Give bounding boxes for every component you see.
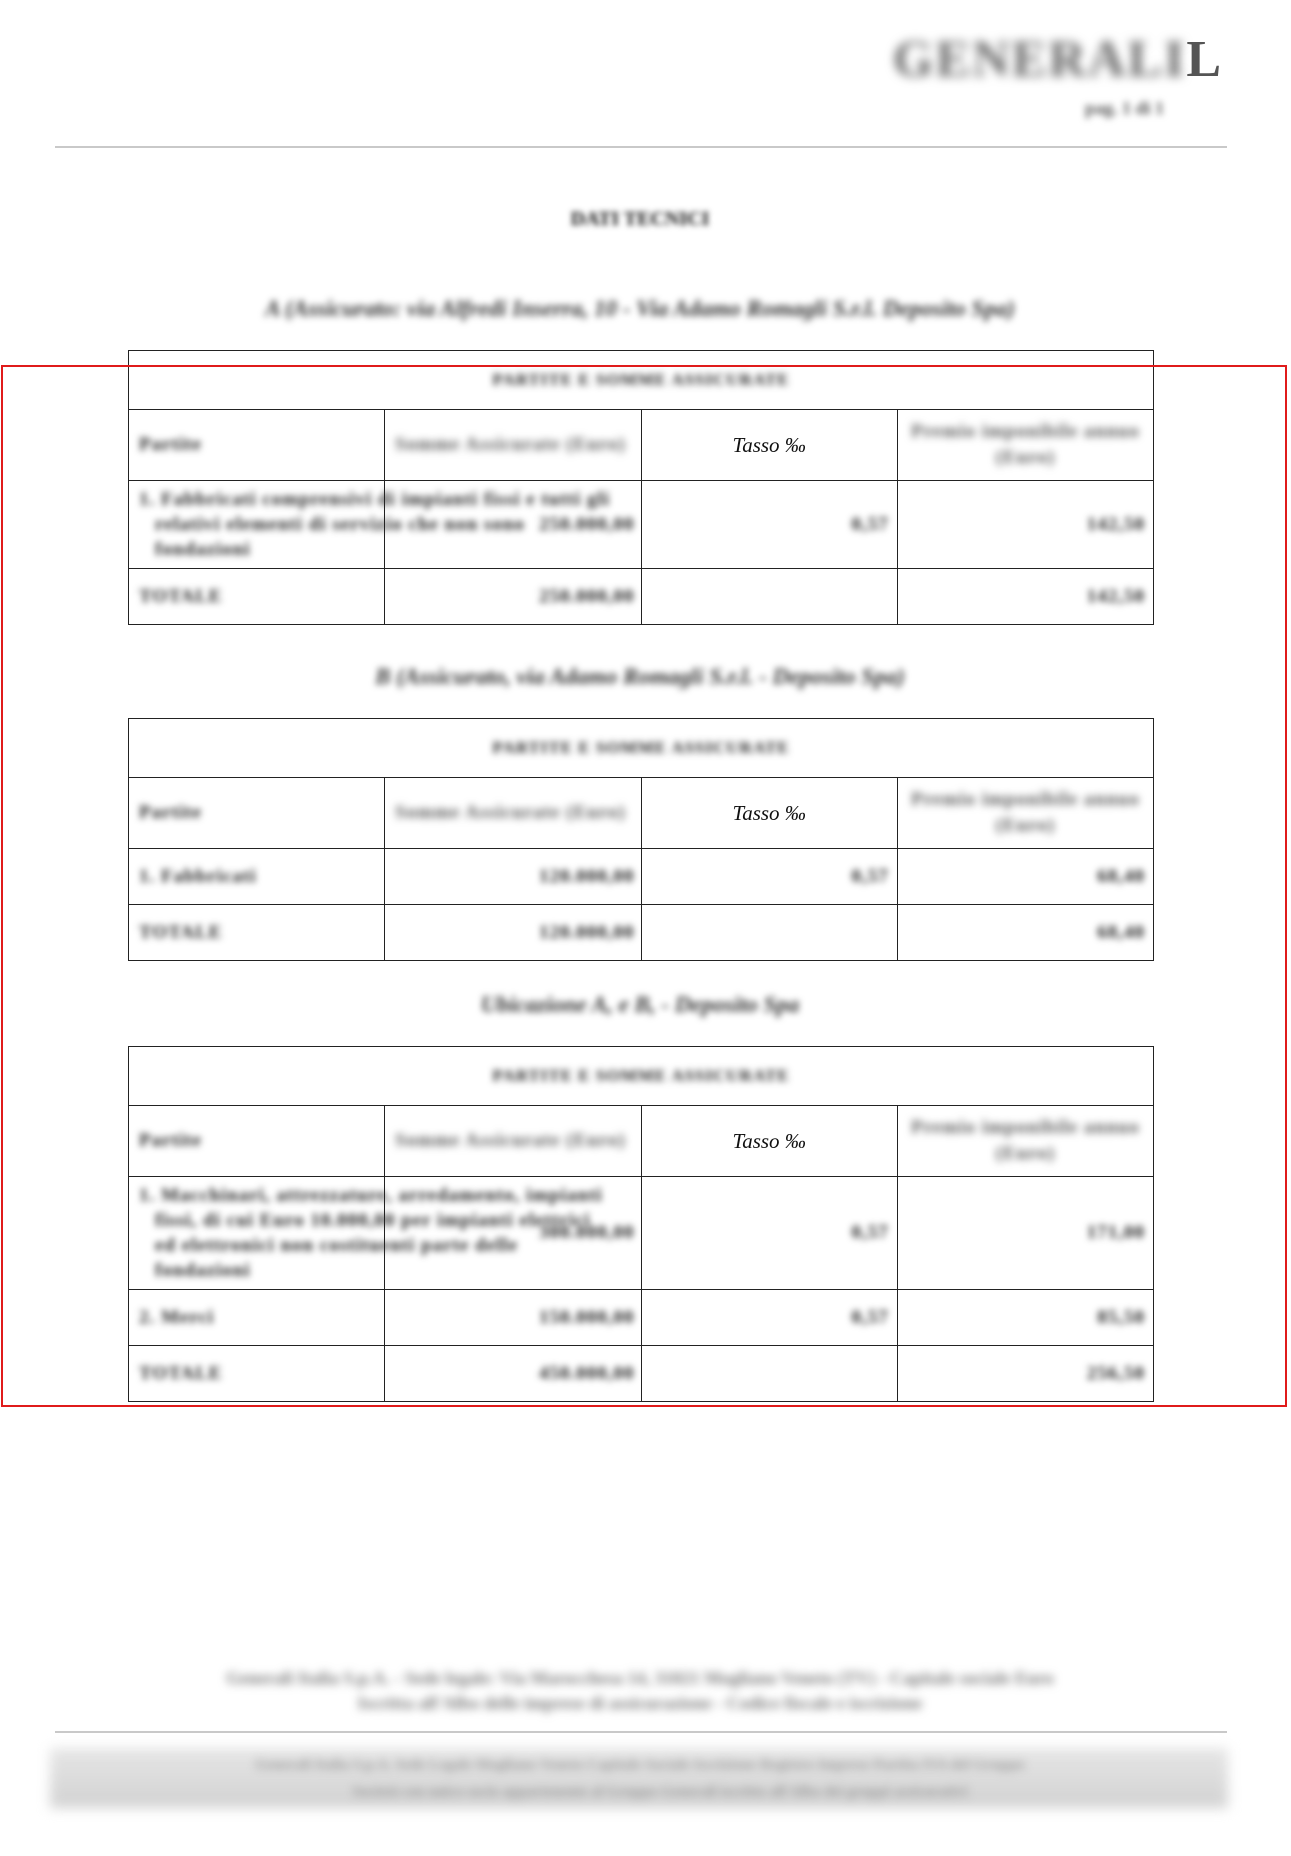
table-caption: PARTITE E SOMME ASSICURATE (129, 1047, 1154, 1106)
total-premio: 68,40 (897, 905, 1153, 961)
section-c-table (128, 1046, 1154, 1402)
col-header-partite: Partite (129, 410, 385, 481)
total-row (129, 569, 1154, 625)
footer-divider (55, 1731, 1227, 1733)
row-somma: 150.000,00 (385, 1290, 641, 1346)
total-tasso-empty (641, 905, 897, 961)
row-premio: 85,50 (897, 1290, 1153, 1346)
row-partita: 1. Macchinari, attrezzature, arredamento, impianti fissi, di cui Euro 10.000,00 per impianti elettrici ed elettronici non costituenti parte delle fondazioni (129, 1177, 385, 1290)
row-premio: 68,40 (897, 849, 1153, 905)
row-tasso: 0,57 (641, 849, 897, 905)
footer-band-line1: Generali Italia S.p.A. Sede Legale Mogliano Veneto Capitale Sociale Iscrizione Registro Imprese Partita IVA del Gruppo (255, 1757, 1025, 1773)
total-label: TOTALE (129, 569, 385, 625)
table-row (129, 481, 1154, 569)
section-b-heading: B (Assicurato, via Adamo Romagli S.r.l. - Deposito Spa) (375, 664, 905, 689)
row-somma: 300.000,00 (385, 1177, 641, 1290)
total-somma: 120.000,00 (385, 905, 641, 961)
total-tasso-empty (641, 1346, 897, 1402)
footer-note-line2: Iscritta all'Albo delle imprese di assicurazione - Codice fiscale e iscrizione (357, 1693, 923, 1713)
col-header-tasso: Tasso ‰ (641, 410, 897, 481)
logo-blurred-text: GENERALI (893, 31, 1187, 88)
row-tasso: 0,57 (641, 1177, 897, 1290)
section-a-heading: A (Assicurato: via Alfredi Inserra, 10 - Via Adamo Romagli S.r.l. Deposito Spa) (265, 296, 1015, 321)
document-title: DATI TECNICI (570, 208, 710, 230)
total-row (129, 1346, 1154, 1402)
company-logo (893, 30, 1228, 88)
row-somma: 120.000,00 (385, 849, 641, 905)
col-header-somme: Somme Assicurate (Euro) (385, 1106, 641, 1177)
row-tasso: 0,57 (641, 481, 897, 569)
row-premio: 171,00 (897, 1177, 1153, 1290)
total-label: TOTALE (129, 1346, 385, 1402)
row-premio: 142,50 (897, 481, 1153, 569)
section-b-table (128, 718, 1154, 961)
table-row (129, 1177, 1154, 1290)
row-partita: 1. Fabbricati (129, 849, 385, 905)
col-header-premio: Premio imponibile annuo (Euro) (897, 778, 1153, 849)
table-row (129, 849, 1154, 905)
footer-band-line2: Società con unico socio appartenente al Gruppo Generali iscritto all'Albo dei gruppi assicurativi (352, 1784, 968, 1800)
col-header-tasso: Tasso ‰ (641, 778, 897, 849)
total-premio: 142,50 (897, 569, 1153, 625)
col-header-partite: Partite (129, 778, 385, 849)
col-header-premio: Premio imponibile annuo (Euro) (897, 410, 1153, 481)
table-caption: PARTITE E SOMME ASSICURATE (129, 351, 1154, 410)
section-a-table (128, 350, 1154, 625)
total-tasso-empty (641, 569, 897, 625)
header-divider (55, 146, 1227, 148)
footer-note-line1: Generali Italia S.p.A. - Sede legale: Via Marocchesa 14, 31021 Mogliano Veneto (TV) - Capitale sociale Euro (226, 1668, 1054, 1688)
total-somma: 450.000,00 (385, 1346, 641, 1402)
row-tasso: 0,57 (641, 1290, 897, 1346)
col-header-somme: Somme Assicurate (Euro) (385, 778, 641, 849)
col-header-premio: Premio imponibile annuo (Euro) (897, 1106, 1153, 1177)
col-header-partite: Partite (129, 1106, 385, 1177)
section-c-heading: Ubicazione A, e B, - Deposito Spa (480, 992, 800, 1017)
row-somma: 250.000,00 (385, 481, 641, 569)
row-partita: 1. Fabbricati comprensivi di impianti fissi e tutti gli relativi elementi di servizio che non sono fondazioni (129, 481, 385, 569)
table-row (129, 1290, 1154, 1346)
logo-letter: L (1186, 31, 1224, 88)
row-partita: 2. Merci (129, 1290, 385, 1346)
total-premio: 256,50 (897, 1346, 1153, 1402)
total-label: TOTALE (129, 905, 385, 961)
total-row (129, 905, 1154, 961)
total-somma: 250.000,00 (385, 569, 641, 625)
page-number: pag. 1 di 1 (1085, 98, 1165, 118)
col-header-somme: Somme Assicurate (Euro) (385, 410, 641, 481)
table-caption: PARTITE E SOMME ASSICURATE (129, 719, 1154, 778)
col-header-tasso: Tasso ‰ (641, 1106, 897, 1177)
